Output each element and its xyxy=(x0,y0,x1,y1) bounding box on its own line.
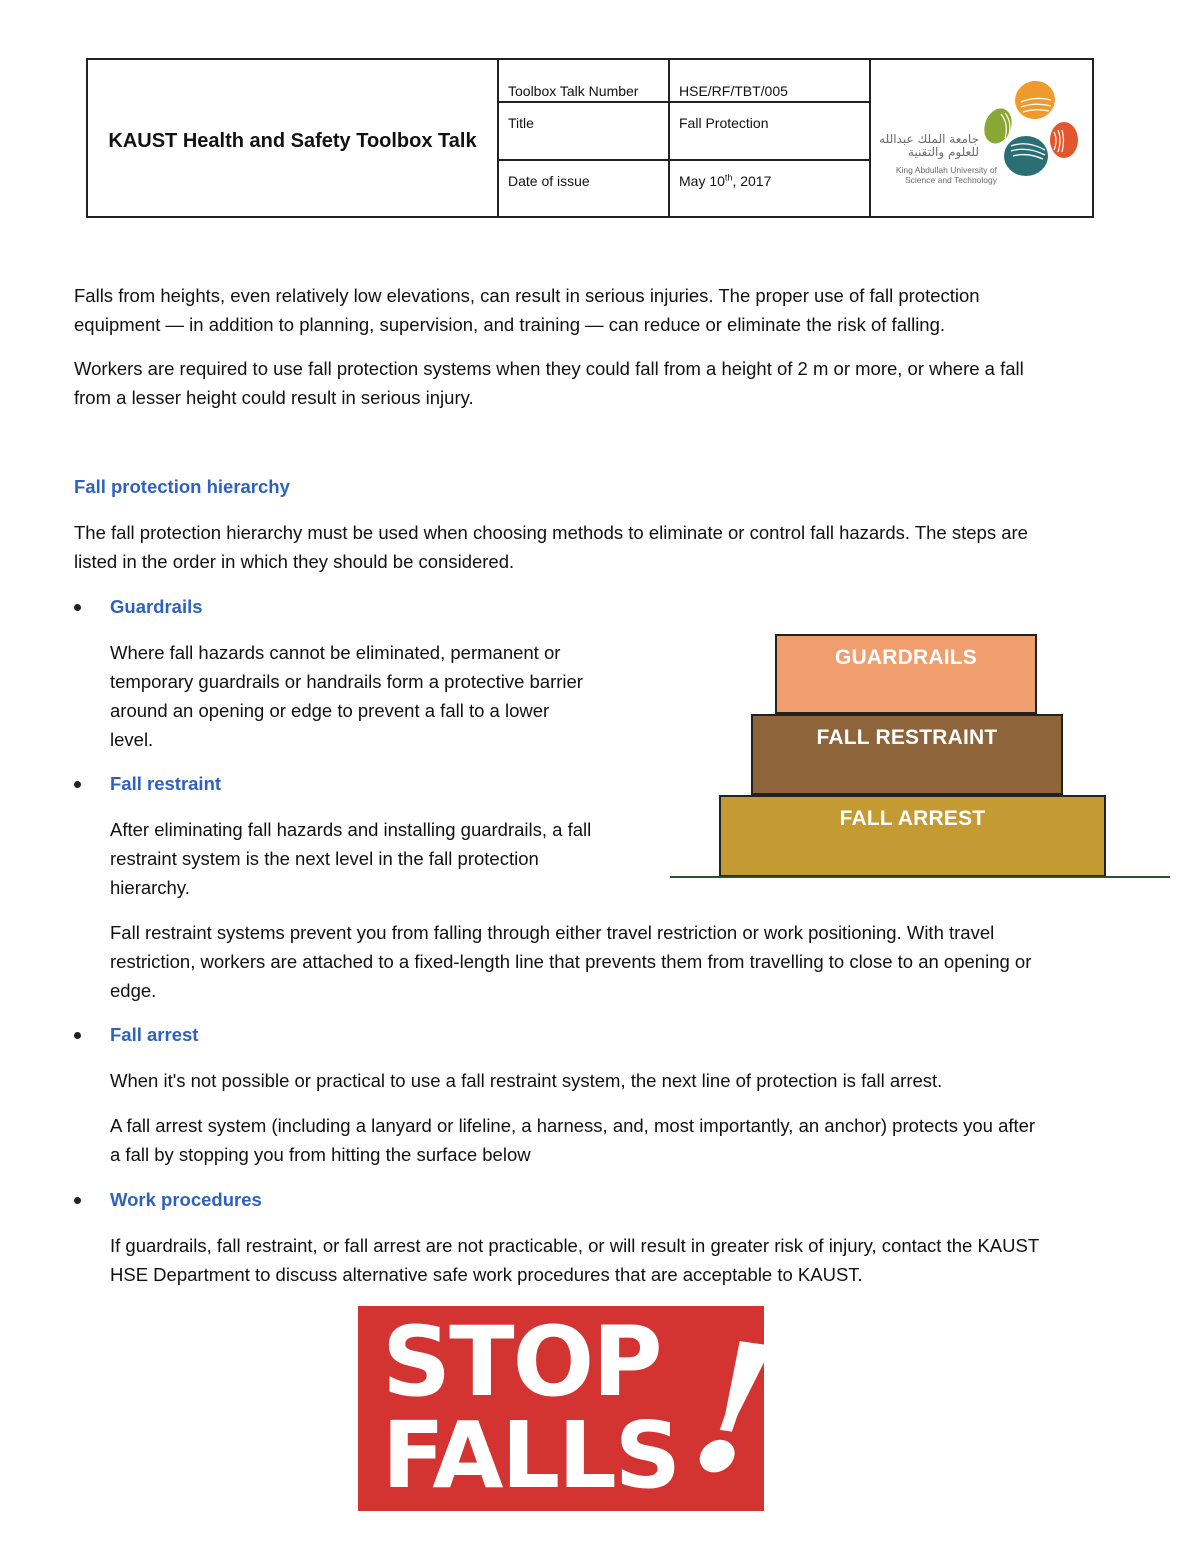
header-values-column xyxy=(670,60,871,216)
label-toolbox-talk-number: Toolbox Talk Number xyxy=(499,60,668,103)
item-title-guardrails: Guardrails xyxy=(110,596,203,617)
kaust-logo xyxy=(871,60,1092,216)
value-date-of-issue xyxy=(670,161,869,216)
fall-protection-pyramid xyxy=(665,625,1175,885)
pyramid-ground-line xyxy=(670,876,1170,878)
bullet-icon xyxy=(74,1197,81,1204)
logo-english-line2: Science and Technology xyxy=(905,175,997,185)
item-body-fall-arrest xyxy=(110,1066,942,1095)
guardrails-line4: level. xyxy=(110,729,154,750)
section-intro-line1: The fall protection hierarchy must be used when choosing methods to eliminate or control fall hazards. The steps are xyxy=(74,522,1028,543)
guardrails-line2: temporary guardrails or handrails form a protective barrier xyxy=(110,671,583,692)
intro-p1-line1: Falls from heights, even relatively low elevations, can result in serious injuries. The proper use of fall protection xyxy=(74,285,980,306)
fall-arrest-extra-line2: a fall by stopping you from hitting the surface below xyxy=(110,1144,531,1165)
value-title: Fall Protection xyxy=(670,103,869,161)
section-intro xyxy=(74,518,1028,576)
date-main: May 10 xyxy=(679,173,725,189)
logo-arabic-line2: للعلوم والتقنية xyxy=(908,145,979,159)
logo-english-name xyxy=(877,165,997,185)
pyramid-level-guardrails: GUARDRAILS xyxy=(775,634,1037,714)
guardrails-line3: around an opening or edge to prevent a fall to a lower xyxy=(110,700,550,721)
work-procedures-line1: If guardrails, fall restraint, or fall arrest are not practicable, or will result in greater risk of injury, contact the KAUST xyxy=(110,1235,1040,1256)
item-body-fall-restraint xyxy=(110,815,591,902)
work-procedures-line2: HSE Department to discuss alternative safe work procedures that are acceptable to KAUST. xyxy=(110,1264,863,1285)
logo-red-petal xyxy=(1050,122,1078,158)
item-title-fall-restraint: Fall restraint xyxy=(110,773,222,794)
fall-restraint-extra-line3: edge. xyxy=(110,980,157,1001)
value-toolbox-talk-number: HSE/RF/TBT/005 xyxy=(670,60,869,103)
date-year: , 2017 xyxy=(732,173,772,189)
fall-arrest-line1: When it's not possible or practical to use a fall restraint system, the next line of protection is fall arrest. xyxy=(110,1070,943,1091)
section-intro-line2: listed in the order in which they should be considered. xyxy=(74,551,515,572)
item-title-fall-arrest: Fall arrest xyxy=(110,1024,199,1045)
document-title: KAUST Health and Safety Toolbox Talk xyxy=(88,60,499,216)
header-table xyxy=(86,58,1094,218)
fall-restraint-line3: hierarchy. xyxy=(110,877,190,898)
section-heading: Fall protection hierarchy xyxy=(74,476,290,497)
item-title-work-procedures: Work procedures xyxy=(110,1189,262,1210)
guardrails-line1: Where fall hazards cannot be eliminated, permanent or xyxy=(110,642,561,663)
stop-falls-sign xyxy=(358,1299,786,1520)
fall-arrest-extra-line1: A fall arrest system (including a lanyard or lifeline, a harness, and, most importantly, an anchor) protects you after xyxy=(110,1115,1036,1136)
bullet-icon xyxy=(74,781,81,788)
fall-restraint-line2: restraint system is the next level in the fall protection xyxy=(110,848,539,869)
stop-sign-line2: FALLS xyxy=(382,1402,679,1509)
intro-p2-line2: from a lesser height could result in serious injury. xyxy=(74,387,474,408)
item-extra-fall-arrest xyxy=(110,1111,1035,1169)
date-ordinal: th xyxy=(724,172,733,183)
logo-arabic-line1: جامعة الملك عبدالله xyxy=(879,132,979,146)
item-body-guardrails xyxy=(110,638,583,754)
logo-teal-petal xyxy=(1004,136,1048,176)
pyramid-level-fall-arrest: FALL ARREST xyxy=(719,795,1106,877)
logo-green-petal xyxy=(980,105,1017,148)
item-body-work-procedures xyxy=(110,1231,1039,1289)
stop-sign-exclamation: ! xyxy=(679,1299,786,1520)
stop-sign-line1: STOP xyxy=(382,1306,661,1418)
header-labels-column xyxy=(499,60,670,216)
fall-restraint-extra-line2: restriction, workers are attached to a fixed-length line that prevents them from travelling to close to an opening or xyxy=(110,951,1032,972)
intro-p2-line1: Workers are required to use fall protection systems when they could fall from a height of 2 m or more, or where a fall xyxy=(74,358,1024,379)
logo-orange-petal xyxy=(1011,76,1059,123)
fall-restraint-line1: After eliminating fall hazards and installing guardrails, a fall xyxy=(110,819,592,840)
logo-arabic-name xyxy=(879,133,979,159)
intro-paragraph-2 xyxy=(74,354,1024,412)
item-extra-fall-restraint xyxy=(110,918,1031,1005)
label-title: Title xyxy=(499,103,668,161)
intro-p1-line2: equipment — in addition to planning, supervision, and training — can reduce or eliminate the risk of falling. xyxy=(74,314,946,335)
bullet-icon xyxy=(74,604,81,611)
fall-restraint-extra-line1: Fall restraint systems prevent you from falling through either travel restriction or work positioning. With travel xyxy=(110,922,995,943)
bullet-icon xyxy=(74,1032,81,1039)
logo-english-line1: King Abdullah University of xyxy=(895,165,997,175)
label-date-of-issue: Date of issue xyxy=(508,173,590,189)
intro-paragraph-1 xyxy=(74,281,980,339)
pyramid-level-fall-restraint: FALL RESTRAINT xyxy=(751,714,1063,795)
